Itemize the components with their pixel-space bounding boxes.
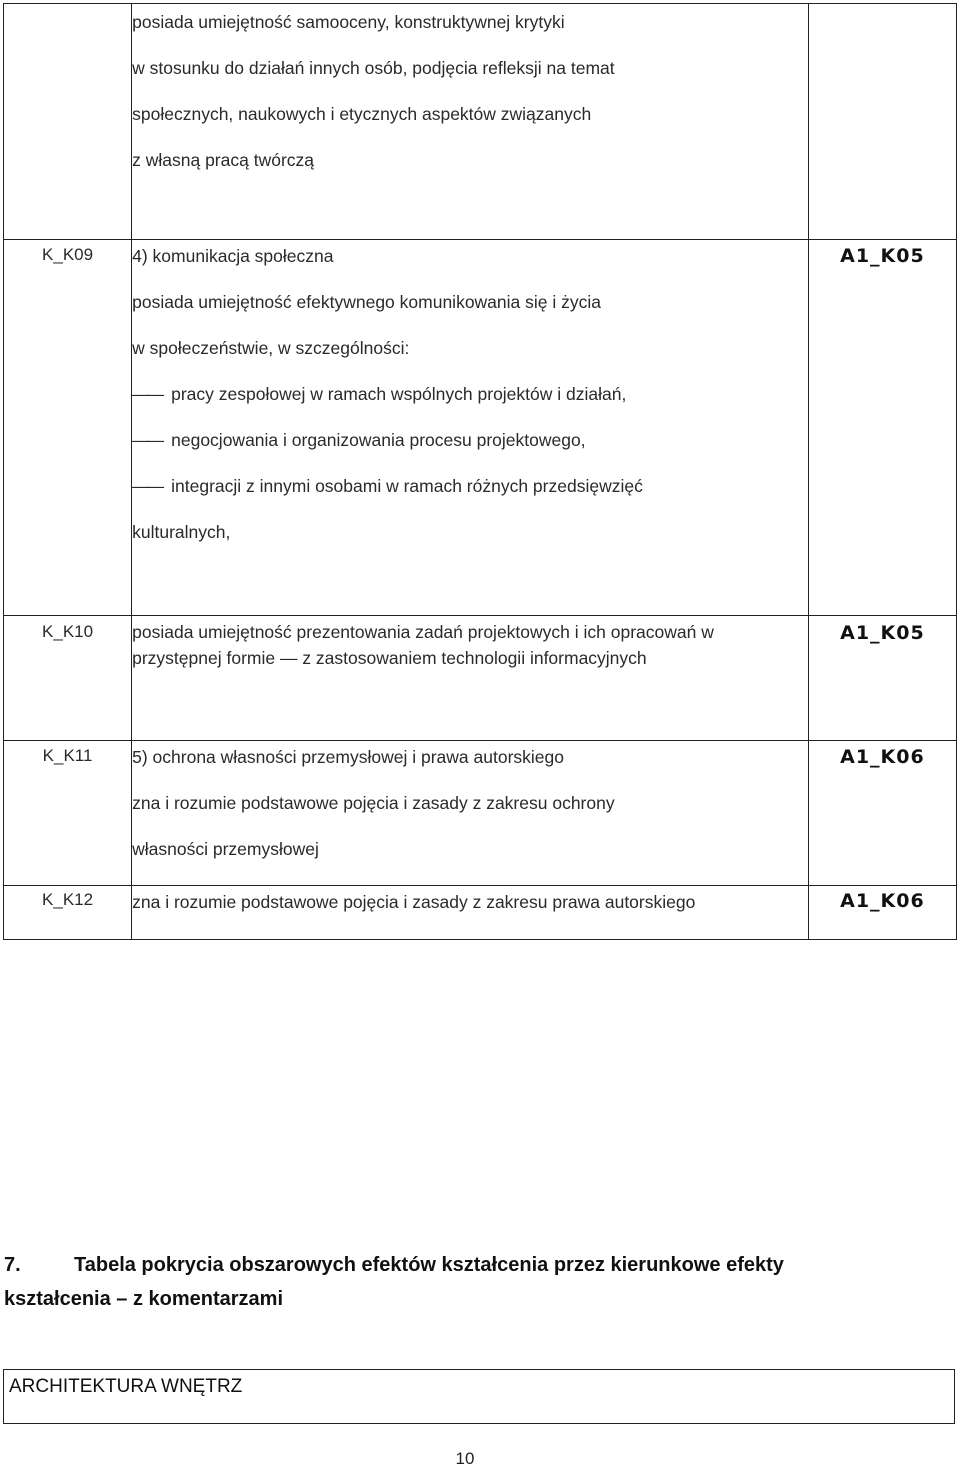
area-reference-cell [808,4,956,240]
outcome-code-cell [4,240,132,616]
description-line: zna i rozumie podstawowe pojęcia i zasady z zakresu ochrony [132,793,615,813]
description-line: posiada umiejętność efektywnego komunikowania się i życia [132,292,601,312]
section-title-line1: Tabela pokrycia obszarowych efektów kształcenia przez kierunkowe efekty [74,1254,784,1276]
area-reference: A1_K05 [840,245,925,267]
area-reference-cell [808,240,956,616]
area-reference-cell [808,886,956,940]
bullet-line: —— integracji z innymi osobami w ramach różnych przedsięwzięć [132,470,808,516]
description-line: społecznych, naukowych i etycznych aspektów związanych [132,104,592,124]
outcome-description-cell [132,741,809,886]
field-of-study-label: ARCHITEKTURA WNĘTRZ [9,1376,243,1397]
description-line: przystępnej formie — z zastosowaniem technologii informacyjnych [132,648,647,668]
description-line: zna i rozumie podstawowe pojęcia i zasady z zakresu prawa autorskiego [132,892,696,912]
description-line: 5) ochrona własności przemysłowej i prawa autorskiego [132,747,564,767]
table-row [4,886,957,940]
table-row [4,741,957,886]
outcome-code-cell [4,616,132,741]
field-of-study-box [3,1369,955,1424]
table-row [4,616,957,741]
outcome-description-cell [132,240,809,616]
outcome-code: K_K11 [42,746,93,765]
outcome-code-cell [4,741,132,886]
outcome-description-cell [132,616,809,741]
description-line: z własną pracą twórczą [132,150,315,170]
description-line: posiada umiejętność samooceny, konstruktywnej krytyki [132,12,565,32]
description-line: 4) komunikacja społeczna [132,246,334,266]
page-number: 10 [455,1449,475,1468]
description-line: posiada umiejętność prezentowania zadań projektowych i ich opracowań w [132,622,714,642]
description-line: w stosunku do działań innych osób, podjęcia refleksji na temat [132,58,615,78]
description-line: w społeczeństwie, w szczególności: [132,338,410,358]
section-heading [4,1248,944,1316]
table-row [4,240,957,616]
section-number: 7. [4,1254,21,1276]
bullet-line: —— pracy zespołowej w ramach wspólnych projektów i działań, [132,378,808,424]
outcome-code: K_K12 [42,890,94,909]
outcome-code: K_K10 [42,622,94,641]
description-line: własności przemysłowej [132,839,319,859]
table-row [4,4,957,240]
area-reference: A1_K05 [840,622,925,644]
description-line: kulturalnych, [132,522,231,542]
section-title-line2: kształcenia – z komentarzami [4,1288,284,1310]
outcome-code-cell [4,4,132,240]
area-reference-cell [808,616,956,741]
bullet-line: —— negocjowania i organizowania procesu projektowego, [132,424,808,470]
area-reference: A1_K06 [840,746,925,768]
learning-outcomes-table [3,3,957,940]
outcome-description-cell [132,4,809,240]
outcome-description-cell [132,886,809,940]
area-reference: A1_K06 [840,890,925,912]
outcome-code: K_K09 [42,245,94,264]
area-reference-cell [808,741,956,886]
outcome-code-cell [4,886,132,940]
